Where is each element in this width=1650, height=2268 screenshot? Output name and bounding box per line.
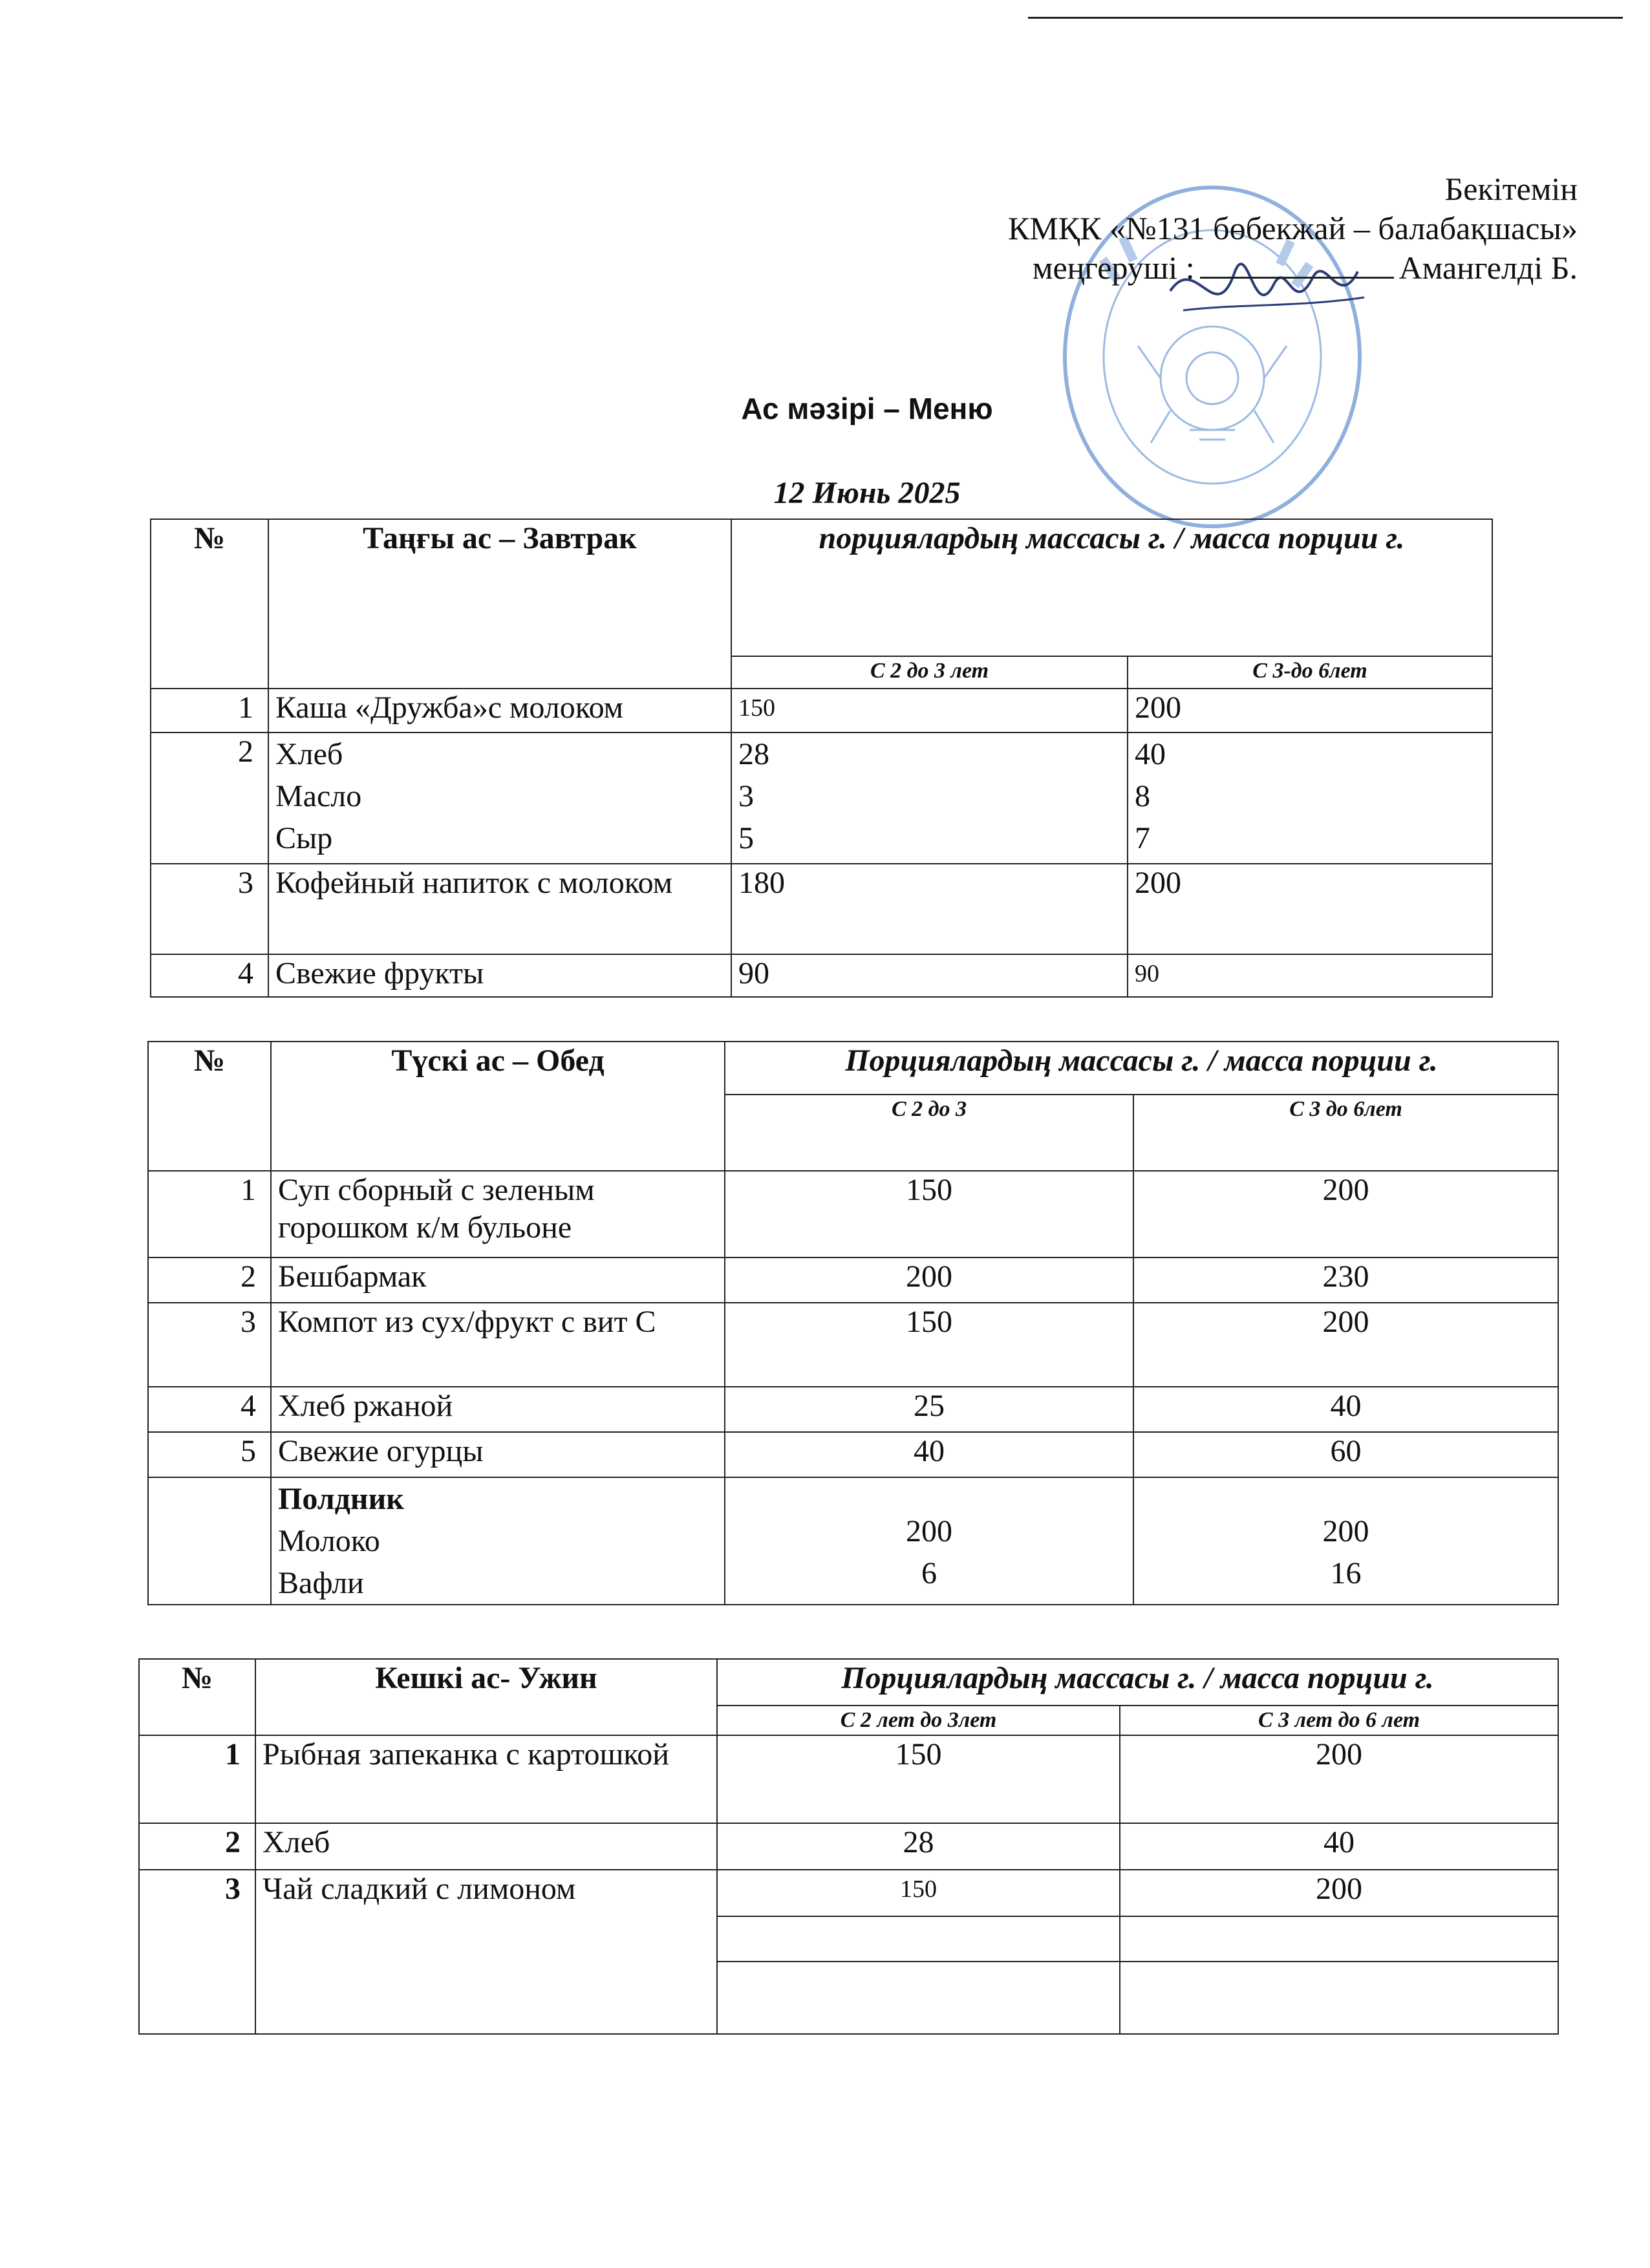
row-number: 3 (148, 1303, 271, 1387)
dinner-table (138, 1658, 1559, 2035)
dinner-no-header: № (139, 1659, 255, 1735)
dish-name: Свежие фрукты (268, 954, 731, 997)
row-number: 2 (139, 1823, 255, 1870)
dish-name: Молоко (278, 1524, 380, 1558)
table-row (151, 864, 1492, 954)
portion-age-1: 150 (725, 1171, 1133, 1257)
portion-age-1: 28 (738, 737, 769, 771)
portion-age-2: 40 (1120, 1823, 1558, 1870)
portion-age-2: 7 (1135, 821, 1150, 855)
breakfast-table (150, 519, 1493, 998)
portion-age-1: 200 (906, 1514, 952, 1548)
table-row (148, 1432, 1558, 1477)
row-number: 3 (139, 1870, 255, 2034)
dish-name: Чай сладкий с лимоном (255, 1870, 717, 2034)
portion-age-2: 60 (1133, 1432, 1558, 1477)
portion-age-1: 5 (738, 821, 754, 855)
portion-age-2: 200 (1322, 1514, 1369, 1548)
portion-age-2: 200 (1128, 864, 1492, 954)
table-row (151, 689, 1492, 733)
table-row (151, 733, 1492, 864)
row-number: 2 (151, 733, 268, 864)
portion-age-1: 150 (731, 689, 1128, 733)
row-number: 2 (148, 1257, 271, 1303)
table-row (139, 1735, 1558, 1823)
lunch-table (147, 1041, 1559, 1605)
row-number: 3 (151, 864, 268, 954)
portion-age-2: 200 (1133, 1171, 1558, 1257)
portion-age-2: 16 (1330, 1556, 1362, 1590)
lunch-age-2: С 3 до 6лет (1133, 1095, 1558, 1171)
portion-age-1: 3 (738, 779, 754, 813)
lunch-meal-header: Түскі ас – Обед (271, 1042, 725, 1171)
lunch-no-header: № (148, 1042, 271, 1171)
portion-age-1: 150 (725, 1303, 1133, 1387)
portion-age-1: 90 (731, 954, 1128, 997)
portion-age-1: 40 (725, 1432, 1133, 1477)
portion-age-2: 200 (1128, 689, 1492, 733)
row-number: 5 (148, 1432, 271, 1477)
lunch-age-1: С 2 до 3 (725, 1095, 1133, 1171)
table-row (148, 1303, 1558, 1387)
dish-name: Бешбармак (271, 1257, 725, 1303)
row-number: 4 (151, 954, 268, 997)
portion-age-2: 8 (1135, 779, 1150, 813)
dinner-age-1: С 2 лет до 3лет (717, 1706, 1120, 1735)
approval-line-1: Бекітемін (1444, 171, 1578, 207)
table-row (151, 954, 1492, 997)
dish-name: Хлеб (275, 737, 343, 771)
table-row (139, 1823, 1558, 1870)
dish-name: Сыр (275, 821, 333, 855)
breakfast-meal-header: Таңғы ас – Завтрак (268, 519, 731, 689)
row-number: 4 (148, 1387, 271, 1432)
portion-age-1: 150 (717, 1735, 1120, 1823)
lunch-mass-header: Порциялардың массасы г. / масса порции г. (725, 1042, 1558, 1095)
snack-title: Полдник (278, 1482, 404, 1516)
position-label: меңгеруші : (1032, 250, 1195, 286)
table-row (148, 1171, 1558, 1257)
portion-age-2: 200 (1133, 1303, 1558, 1387)
dish-name: Вафли (278, 1566, 364, 1600)
breakfast-mass-header: порциялардың массасы г. / масса порции г. (731, 519, 1492, 656)
dish-name: Суп сборный с зеленым горошком к/м бульоне (271, 1171, 725, 1257)
breakfast-age-2: С 3-до 6лет (1128, 656, 1492, 689)
table-row (139, 1870, 1558, 1916)
portion-age-1: 6 (921, 1556, 937, 1590)
dish-name: Масло (275, 779, 362, 813)
dinner-age-2: С 3 лет до 6 лет (1120, 1706, 1558, 1735)
row-number: 1 (148, 1171, 271, 1257)
menu-date: 12 Июнь 2025 (773, 476, 961, 510)
dish-name: Рыбная запеканка с картошкой (255, 1735, 717, 1823)
portion-age-1: 150 (717, 1870, 1120, 1916)
portion-age-1: 180 (731, 864, 1128, 954)
page-title: Ас мәзірі – Меню (741, 392, 993, 425)
portion-age-2: 90 (1128, 954, 1492, 997)
breakfast-age-1: С 2 до 3 лет (731, 656, 1128, 689)
approval-block (1008, 169, 1578, 288)
signature-line (1200, 270, 1394, 279)
portion-age-1: 28 (717, 1823, 1120, 1870)
portion-age-2: 200 (1120, 1870, 1558, 1916)
portion-age-2: 40 (1135, 737, 1166, 771)
top-rule (1028, 17, 1623, 19)
dish-name: Компот из сух/фрукт с вит С (271, 1303, 725, 1387)
approval-line-3 (1008, 248, 1578, 288)
table-row (148, 1387, 1558, 1432)
portion-age-1: 25 (725, 1387, 1133, 1432)
row-number: 1 (139, 1735, 255, 1823)
table-row (148, 1257, 1558, 1303)
dish-name: Свежие огурцы (271, 1432, 725, 1477)
dinner-meal-header: Кешкі ас- Ужин (255, 1659, 717, 1735)
row-number: 1 (151, 689, 268, 733)
table-row (148, 1477, 1558, 1605)
breakfast-no-header: № (151, 519, 268, 689)
portion-age-2: 230 (1133, 1257, 1558, 1303)
dish-name: Хлеб ржаной (271, 1387, 725, 1432)
portion-age-2: 200 (1120, 1735, 1558, 1823)
portion-age-2: 40 (1133, 1387, 1558, 1432)
dish-name: Каша «Дружба»с молоком (268, 689, 731, 733)
approval-line-2: КМҚК «№131 бөбекжай – балабақшасы» (1007, 210, 1578, 246)
dinner-mass-header: Порциялардың массасы г. / масса порции г. (717, 1659, 1558, 1706)
dish-name: Кофейный напиток с молоком (268, 864, 731, 954)
portion-age-1: 200 (725, 1257, 1133, 1303)
director-name: Амангелді Б. (1398, 250, 1578, 286)
dish-name: Хлеб (255, 1823, 717, 1870)
